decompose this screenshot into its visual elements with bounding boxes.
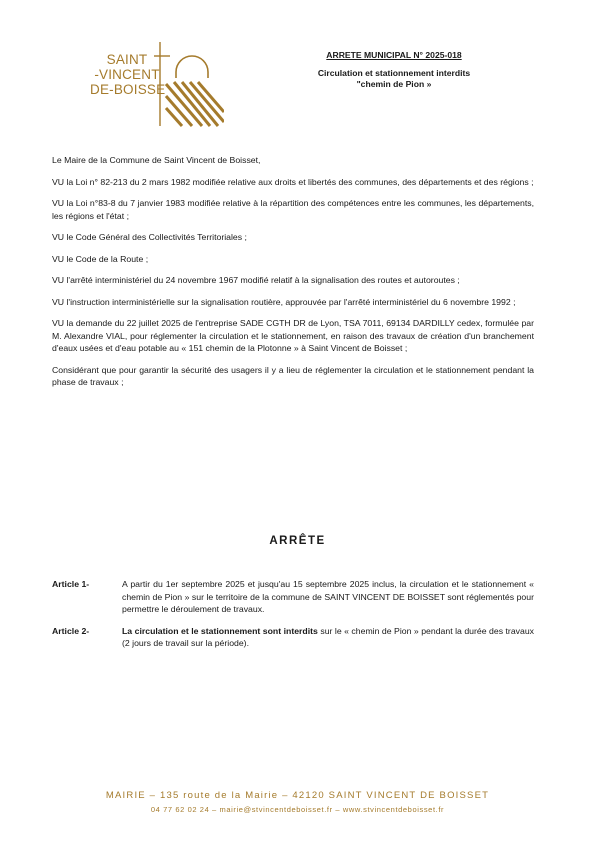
article-1-text: A partir du 1er septembre 2025 et jusqu'au 15 septembre 2025 inclus, la circulation et le stationnement « chemin de Pion » sur le territoire de la commune de SAINT VINCENT DE BOISSET sont réglementés pour permettre le déroulement de travaux. <box>122 579 534 614</box>
footer-contact: 04 77 62 02 24 – mairie@stvincentdeboisset.fr – www.stvincentdeboisset.fr <box>150 805 445 814</box>
vu-paragraph-3: VU le Code Général des Collectivités Territoriales ; <box>52 232 247 242</box>
vu-paragraph-6: VU l'instruction interministérielle sur la signalisation routière, approuvée par l'arrêté interministériel du 6 novembre 1992 ; <box>52 296 516 307</box>
article-2 <box>52 625 534 650</box>
article-2-bold-text: La circulation et le stationnement sont interdits <box>122 625 318 636</box>
vu-paragraph-2: VU la Loi n°83-8 du 7 janvier 1983 modifiée relative à la répartition des compétences entre les communes, les départements, les régions et l'état ; <box>52 198 534 221</box>
logo-line-3: DE-BOISSE <box>90 82 166 97</box>
logo-wordmark <box>90 52 164 97</box>
article-1 <box>52 578 534 616</box>
page-footer <box>0 790 595 814</box>
vu-paragraph-1: VU la Loi n° 82-213 du 2 mars 1982 modifiée relative aux droits et libertés des communes, des départements et des régions ; <box>52 176 534 187</box>
logo-line-1: SAINT <box>106 52 148 67</box>
vu-paragraph-7: VU la demande du 22 juillet 2025 de l'entreprise SADE CGTH DR de Lyon, TSA 7011, 69134 DARDILLY cedex, formulée par M. Alexandre VIAL, pour réglementer la circulation et le stationnement, en raison des travaux de création d'un branchement d'eaux usées et d'eau potable au « 151 chemin de la Plotonne » à Saint Vincent de Boisset ; <box>52 318 534 353</box>
decree-number: ARRETE MUNICIPAL N° 2025-018 <box>326 50 462 60</box>
logo-emblem-icon <box>154 42 224 130</box>
commune-logo <box>90 42 230 130</box>
vu-paragraph-5: VU l'arrêté interministériel du 24 novembre 1967 modifié relatif à la signalisation des routes et autoroutes ; <box>52 275 460 285</box>
footer-address: MAIRIE – 135 route de la Mairie – 42120 SAINT VINCENT DE BOISSET <box>105 790 490 801</box>
article-1-label: Article 1- <box>52 579 90 589</box>
decree-title: ARRÊTE <box>269 535 326 547</box>
considerant-paragraph: Considérant que pour garantir la sécurité des usagers il y a lieu de réglementer la circulation et le stationnement pendant la phase de travaux ; <box>52 364 534 387</box>
article-2-label: Article 2- <box>52 625 90 636</box>
logo-line-2: -VINCENT <box>94 67 160 82</box>
vu-paragraph-4: VU le Code de la Route ; <box>52 253 149 264</box>
decree-subject-line-1: Circulation et stationnement interdits <box>317 68 471 78</box>
decree-header <box>278 50 510 90</box>
article-2-text <box>122 625 534 650</box>
decree-subject <box>278 68 510 90</box>
intro-paragraph: Le Maire de la Commune de Saint Vincent de Boisset, <box>52 155 261 165</box>
decree-preamble <box>52 154 534 398</box>
article-2-rest-text: sur le « chemin de Pion » pendant la durée des travaux (2 jours de travail sur la période). <box>122 625 534 648</box>
decree-subject-line-2: "chemin de Pion » <box>356 79 432 89</box>
articles-section <box>52 578 534 659</box>
